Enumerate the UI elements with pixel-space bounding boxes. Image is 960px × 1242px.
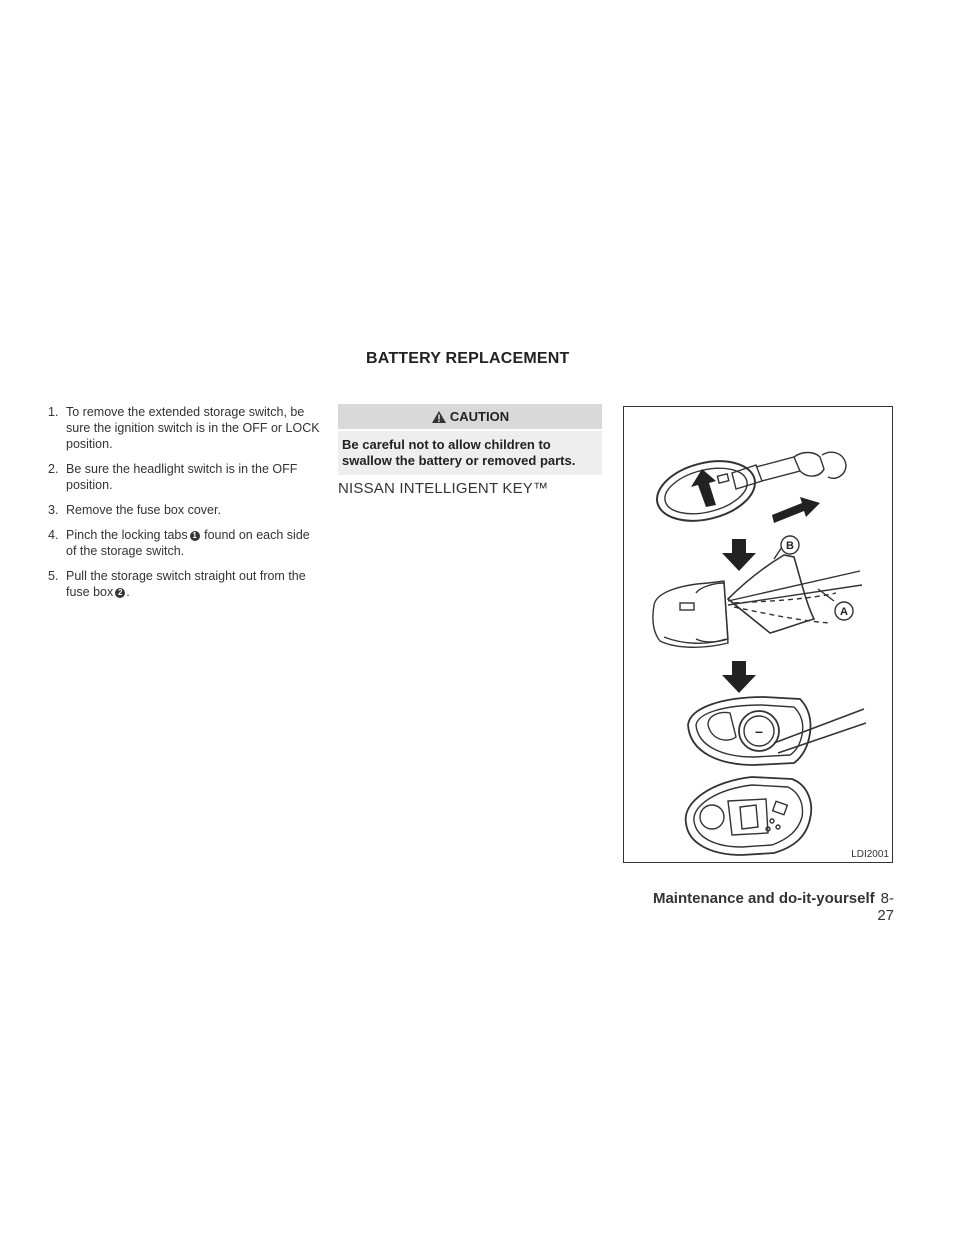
step-number: 3.	[48, 503, 59, 517]
callout-marker-1: 1	[190, 531, 200, 541]
instruction-steps	[48, 404, 322, 609]
footer-section-label: Maintenance and do-it-yourself	[652, 890, 875, 907]
caution-text: Be careful not to allow children to swallow the battery or removed parts.	[338, 431, 602, 475]
caution-box	[338, 404, 602, 475]
step-text-cont: found on each side of the storage switch.	[66, 528, 310, 558]
step-text: Be sure the headlight switch is in the OFF position.	[66, 462, 298, 492]
figure-label-a: A	[840, 606, 848, 618]
caution-heading: CAUTION	[449, 409, 510, 424]
battery-replacement-figure	[623, 406, 893, 863]
step-number: 4.	[48, 528, 59, 542]
step-number: 5.	[48, 569, 59, 583]
figure-code: LDI2001	[851, 849, 889, 860]
battery-negative-sign: –	[755, 723, 763, 739]
step-5	[48, 568, 322, 600]
step-number: 2.	[48, 462, 59, 476]
step-1	[48, 404, 322, 452]
page-footer	[640, 890, 894, 924]
section-title: BATTERY REPLACEMENT	[366, 350, 570, 367]
key-fob-illustration	[624, 407, 892, 862]
callout-marker-2: 2	[115, 588, 125, 598]
step-text-cont: .	[126, 585, 130, 599]
step-2	[48, 461, 322, 493]
caution-header	[338, 404, 602, 429]
subsection-title: NISSAN INTELLIGENT KEY™	[338, 480, 549, 497]
page-number: 8-27	[877, 890, 894, 924]
step-text: Pull the storage switch straight out from the fuse box	[66, 569, 306, 599]
step-3	[48, 502, 322, 518]
figure-label-b: B	[786, 540, 794, 552]
step-4	[48, 527, 322, 559]
step-text: Remove the fuse box cover.	[66, 503, 221, 517]
step-text: Pinch the locking tabs	[66, 528, 188, 542]
warning-triangle-icon	[431, 410, 447, 424]
step-number: 1.	[48, 405, 59, 419]
step-text: To remove the extended storage switch, be sure the ignition switch is in the OFF or LOCK position.	[66, 405, 320, 451]
